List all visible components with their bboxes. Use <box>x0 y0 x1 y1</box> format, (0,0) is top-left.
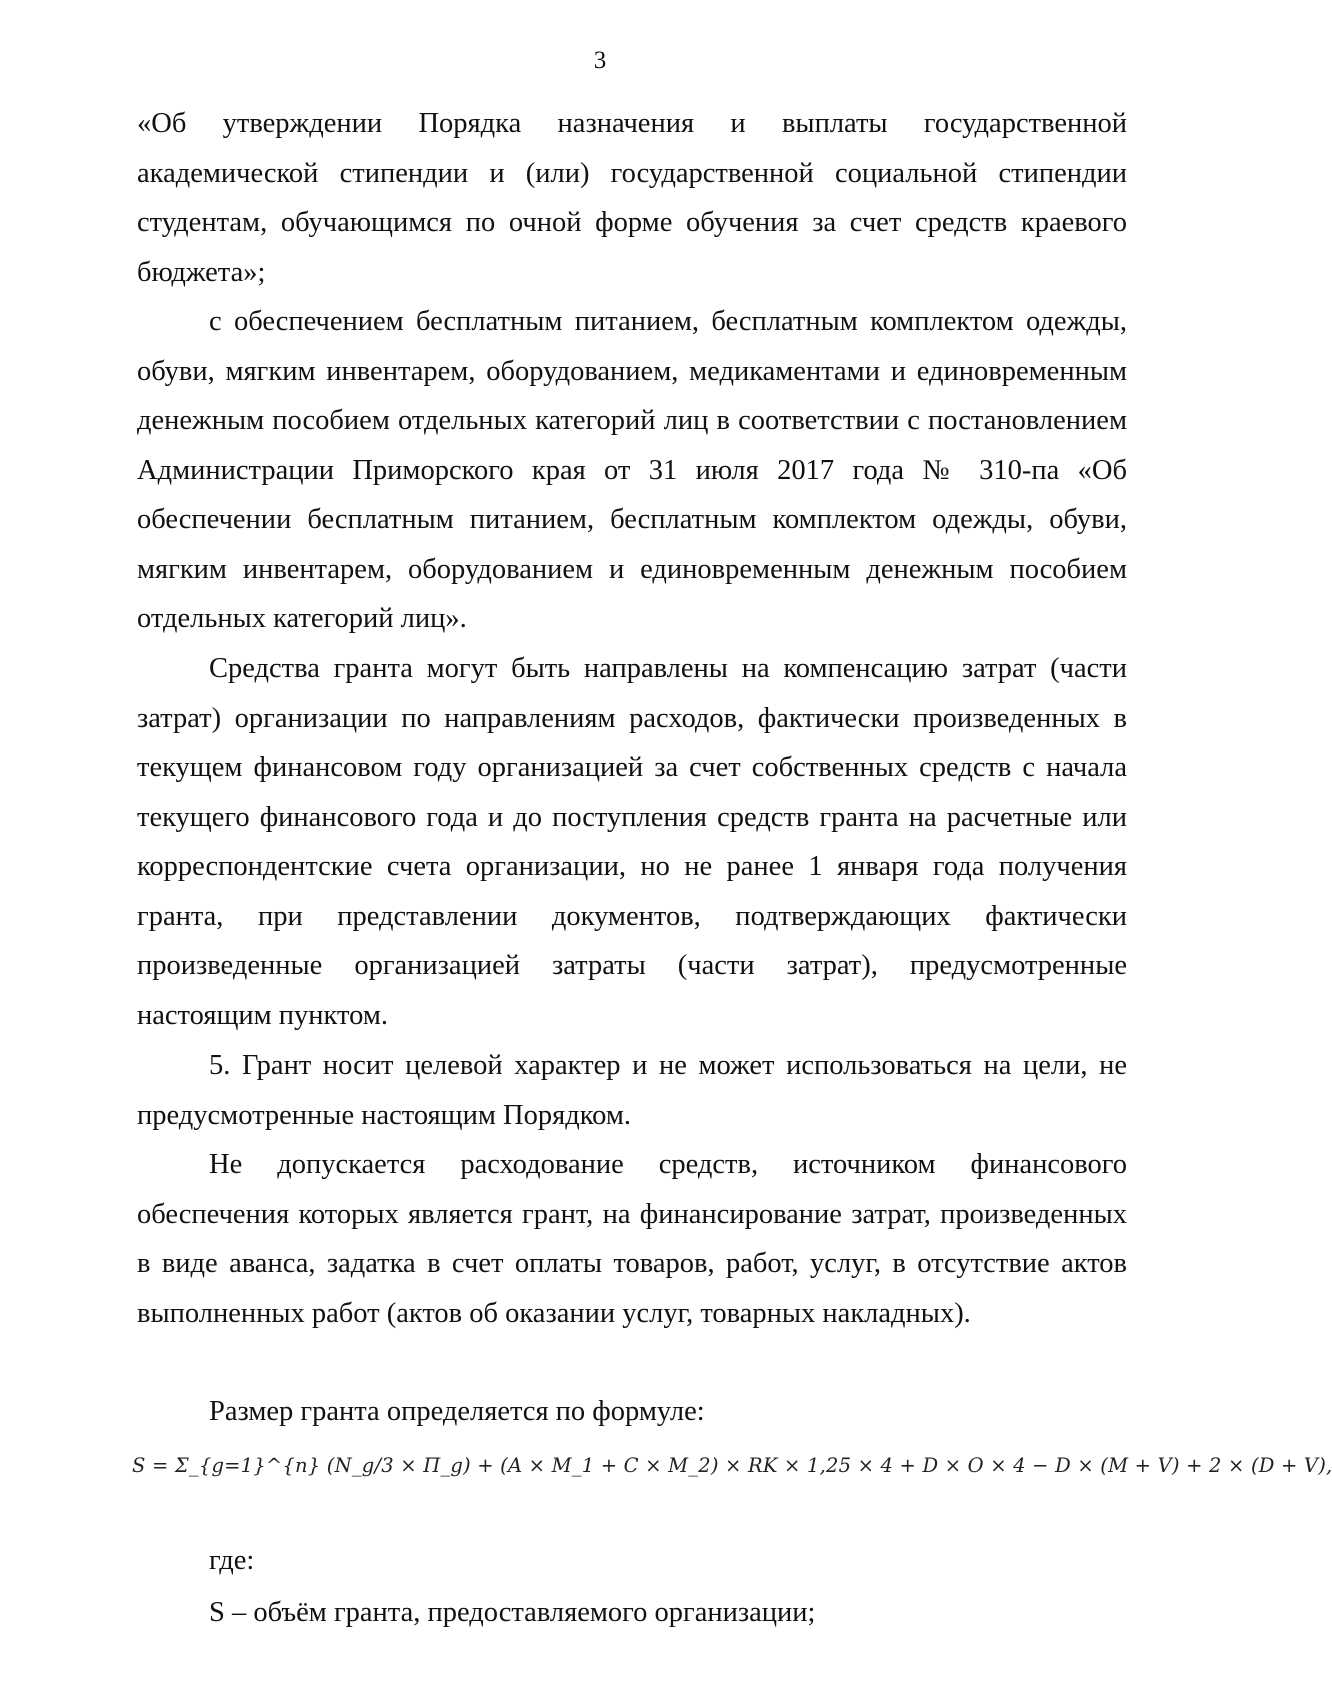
paragraph-2: с обеспечением бесплатным питанием, бесплатным комплектом одежды, обуви, мягким инвентарем, оборудованием, медикаментами и единовременным денежным пособием отдельных категорий лиц в соответствии с постановлением Администрации Приморского края от 31 июля 2017 года № 310-па «Об обеспечении бесплатным питанием, бесплатным комплектом одежды, обуви, мягким инвентарем, оборудованием и единовременным денежным пособием отдельных категорий лиц». <box>137 306 1127 634</box>
paragraph-4: 5. Грант носит целевой характер и не может использоваться на цели, не предусмотренные настоящим Порядком. <box>137 1050 1127 1131</box>
paragraph-s-definition: S – объём гранта, предоставляемого организации; <box>209 1597 816 1628</box>
grant-formula: S = Σ_{g=1}^{n} (N_g/3 × П_g) + (A × M_1 + C × M_2) × RK × 1,25 × 4 + D × O × 4 − D × (M + V) + 2 × (D + V), <box>132 1454 1332 1477</box>
page-number: 3 <box>593 47 607 74</box>
paragraph-5: Не допускается расходование средств, источником финансового обеспечения которых является грант, на финансирование затрат, произведенных в виде аванса, задатка в счет оплаты товаров, работ, услуг, в отсутствие актов выполненных работ (актов об оказании услуг, товарных накладных). <box>137 1149 1127 1329</box>
paragraph-6: Размер гранта определяется по формуле: <box>209 1396 705 1427</box>
paragraph-3: Средства гранта могут быть направлены на компенсацию затрат (части затрат) организации по направлениям расходов, фактически произведенных в текущем финансовом году организацией за счет собственных средств с начала текущего финансового года и до поступления средств гранта на расчетные или корреспондентские счета организации, но не ранее 1 января года получения гранта, при представлении документов, подтверждающих фактически произведенные организацией затраты (части затрат), предусмотренные настоящим пунктом. <box>137 653 1127 1031</box>
paragraph-where: где: <box>209 1545 255 1576</box>
paragraph-1: «Об утверждении Порядка назначения и выплаты государственной академической стипендии и (или) государственной социальной стипендии студентам, обучающимся по очной форме обучения за счет средств краевого бюджета»; <box>137 108 1127 288</box>
